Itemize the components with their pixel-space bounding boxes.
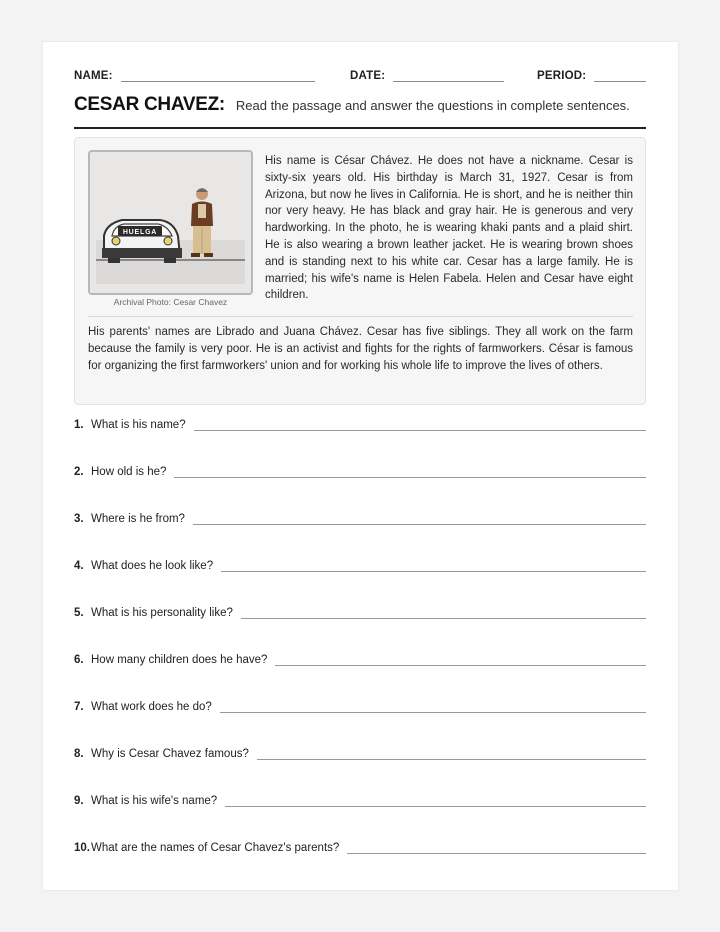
- header-fields: [74, 70, 646, 86]
- question-text: How old is he?: [91, 466, 167, 478]
- question-number: 2.: [74, 466, 84, 478]
- question-number: 9.: [74, 795, 84, 807]
- question-number: 4.: [74, 560, 84, 572]
- question-text: What work does he do?: [91, 701, 212, 713]
- question-number: 8.: [74, 748, 84, 760]
- question-text: What are the names of Cesar Chavez's parents?: [91, 842, 340, 854]
- period-line[interactable]: [594, 71, 646, 82]
- period-label: PERIOD:: [537, 70, 587, 82]
- question-text: How many children does he have?: [91, 654, 268, 666]
- passage-divider: [88, 316, 633, 317]
- name-label: NAME:: [74, 70, 113, 82]
- answer-line[interactable]: [220, 703, 646, 713]
- passage-paragraph-2: His parents' names are Librado and Juana Chávez. Cesar has five siblings. They all work on the farm because the family is very poor. He is an activist and fights for the rights of farmworkers. César is famous for organizing the first farmworkers' union and for working his whole life to improve the lives of others.: [88, 326, 633, 372]
- title-rule: [74, 127, 646, 129]
- question-2: [74, 462, 646, 478]
- question-1: [74, 415, 646, 431]
- question-number: 5.: [74, 607, 84, 619]
- answer-line[interactable]: [347, 844, 646, 854]
- question-number: 1.: [74, 419, 84, 431]
- question-text: Why is Cesar Chavez famous?: [91, 748, 249, 760]
- question-10: [74, 838, 646, 854]
- instructions: Read the passage and answer the questions in complete sentences.: [235, 98, 630, 113]
- answer-line[interactable]: [257, 750, 646, 760]
- answer-line[interactable]: [193, 515, 646, 525]
- answer-line[interactable]: [221, 562, 646, 572]
- question-text: What does he look like?: [91, 560, 214, 572]
- archival-photo: [88, 150, 253, 295]
- car-and-man-illustration: [90, 152, 251, 293]
- answer-line[interactable]: [194, 421, 646, 431]
- date-field[interactable]: [350, 70, 504, 82]
- question-3: [74, 509, 646, 525]
- answer-line[interactable]: [225, 797, 646, 807]
- question-text: What is his wife's name?: [91, 795, 218, 807]
- worksheet-title: CESAR CHAVEZ:: [74, 94, 225, 115]
- question-number: 10.: [74, 842, 90, 854]
- question-number: 6.: [74, 654, 84, 666]
- question-number: 3.: [74, 513, 84, 525]
- name-line[interactable]: [121, 71, 315, 82]
- huelga-sign: HUELGA: [122, 229, 158, 236]
- passage-box: [74, 137, 646, 405]
- date-line[interactable]: [393, 71, 504, 82]
- question-text: Where is he from?: [91, 513, 185, 525]
- date-label: DATE:: [350, 70, 386, 82]
- question-9: [74, 791, 646, 807]
- question-5: [74, 603, 646, 619]
- question-4: [74, 556, 646, 572]
- title-row: [74, 94, 646, 120]
- question-7: [74, 697, 646, 713]
- question-number: 7.: [74, 701, 84, 713]
- name-field[interactable]: [74, 70, 315, 82]
- answer-line[interactable]: [241, 609, 646, 619]
- answer-line[interactable]: [174, 468, 646, 478]
- period-field[interactable]: [537, 70, 646, 82]
- question-6: [74, 650, 646, 666]
- question-8: [74, 744, 646, 760]
- worksheet-page: [43, 42, 678, 890]
- passage-paragraph-1: His name is César Chávez. He does not have a nickname. Cesar is sixty-six years old. His birthday is March 31, 1927. Cesar is from Arizona, but now he lives in California. He is short, and he is neither thin nor very heavy. He has black and gray hair. He is generous and very hardworking. In the photo, he is wearing khaki pants and a plaid shirt. He is also wearing a brown leather jacket. He is wearing brown shoes and is standing next to his white car. Cesar has a large family. He is married; his wife's name is Helen Fabela. Helen and Cesar have eight children.: [265, 155, 633, 302]
- question-text: What is his personality like?: [91, 607, 233, 619]
- question-text: What is his name?: [91, 419, 186, 431]
- photo-caption: Archival Photo: Cesar Chavez: [113, 297, 228, 307]
- answer-line[interactable]: [275, 656, 646, 666]
